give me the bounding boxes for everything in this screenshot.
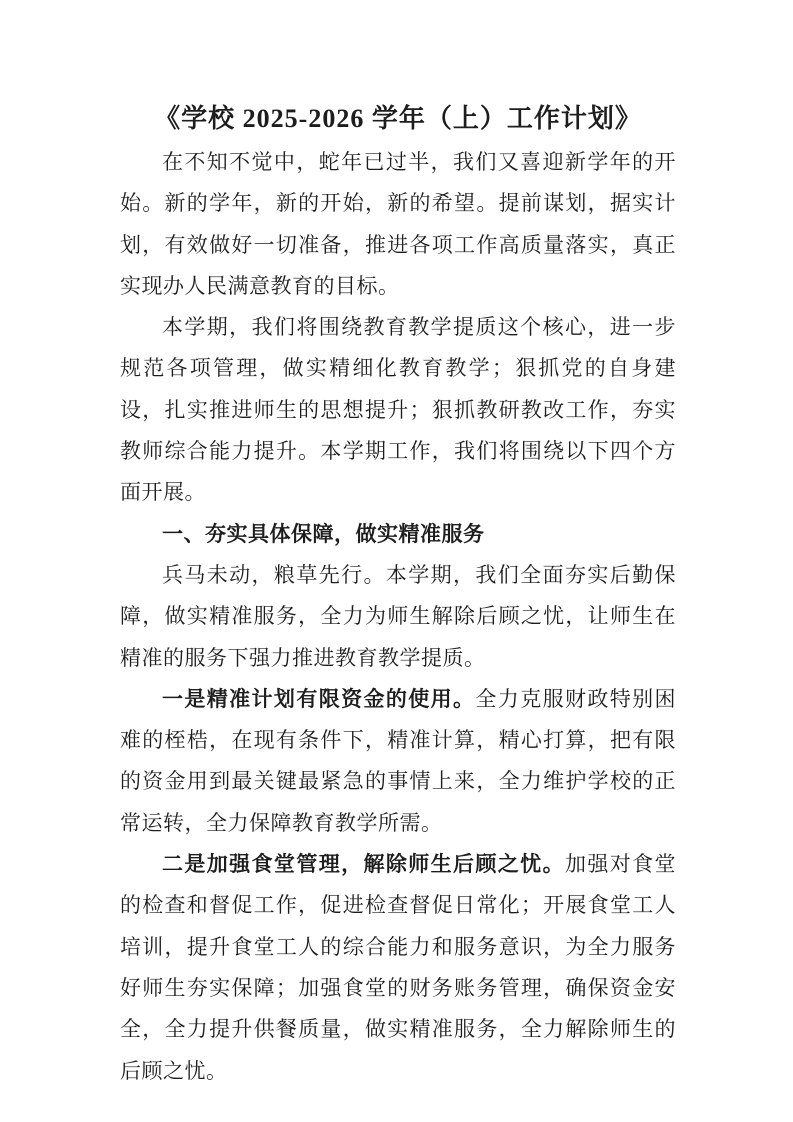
document-title: 《学校 2025-2026 学年（上）工作计划》	[154, 104, 642, 133]
paragraph-logistics: 兵马未动，粮草先行。本学期，我们全面夯实后勤保障，做实精准服务，全力为师生解除后顾之忧，让师生在精准的服务下强力推进教育教学提质。	[120, 562, 676, 670]
paragraph-funding-body: 全力克服财政特别困难的桎梏，在现有条件下，精准计算，精心打算，把有限的资金用到最关键最紧急的事情上来，全力维护学校的正常运转，全力保障教育教学所需。	[120, 686, 677, 835]
paragraph-semester-overview: 本学期，我们将围绕教育教学提质这个核心，进一步规范各项管理，做实精细化教育教学；狠抓党的自身建设，扎实推进师生的思想提升；狠抓教研教改工作，夯实教师综合能力提升。本学期工作，我们将围绕以下四个方面开展。	[120, 315, 676, 505]
section-heading-1: 一、夯实具体保障，做实精准服务	[162, 521, 485, 546]
paragraph-canteen-body: 加强对食堂的检查和督促工作，促进检查督促日常化；开展食堂工人培训，提升食堂工人的综合能力和服务意识，为全力服务好师生夯实保障；加强食堂的财务账务管理，确保资金安全，全力提升供餐质量，做实精准服务，全力解除师生的后顾之忧。	[120, 852, 676, 1083]
paragraph-funding-lead: 一是精准计划有限资金的使用。	[162, 686, 476, 711]
paragraph-intro: 在不知不觉中，蛇年已过半，我们又喜迎新学年的开始。新的学年，新的开始，新的希望。提前谋划，据实计划，有效做好一切准备，推进各项工作高质量落实，真正实现办人民满意教育的目标。	[120, 150, 676, 298]
paragraph-canteen	[120, 844, 676, 1092]
paragraph-funding	[120, 679, 676, 844]
paragraph-canteen-lead: 二是加强食堂管理，解除师生后顾之忧。	[162, 852, 565, 877]
